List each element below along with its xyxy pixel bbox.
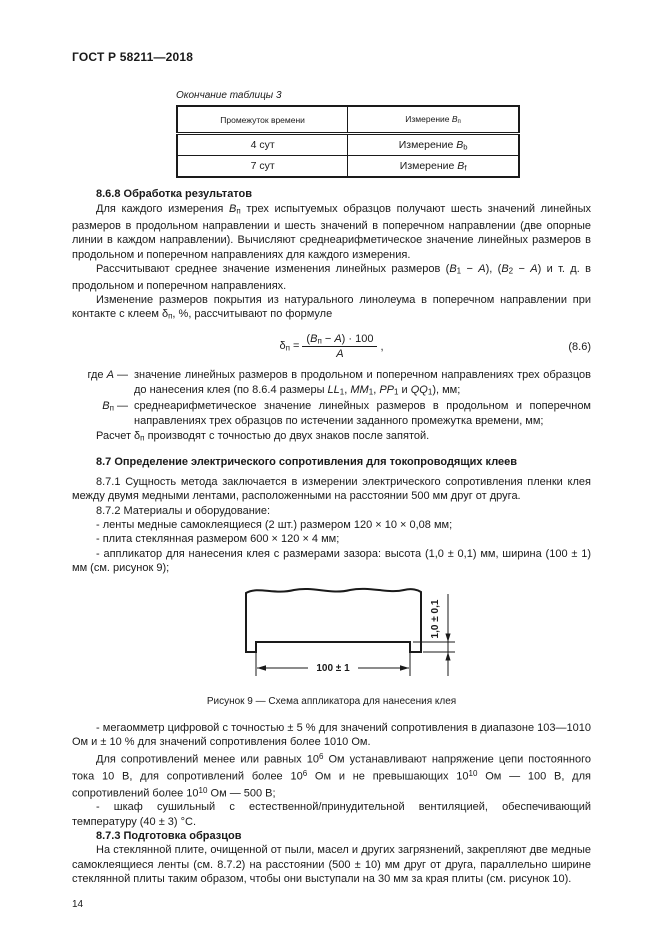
- cell-time: 4 сут: [177, 134, 348, 156]
- paragraph: Изменение размеров покрытия из натурального линолеума в поперечном направлении при контакте с клеем δп, %, рассчитывают по формуле: [72, 293, 591, 321]
- section-heading-8-7: 8.7 Определение электрического сопротивления для токопроводящих клеев: [96, 455, 518, 468]
- where-term: где A —: [87, 369, 128, 382]
- table-row: [177, 134, 519, 156]
- height-extension-lines: [413, 642, 455, 652]
- table-caption: Окончание таблицы 3: [176, 90, 282, 101]
- paragraph: Для каждого измерения Bп трех испытуемых образцов получают шесть значений линейных размеров в продольном направлении и шесть значений в поперечном направлении (две опорные линии в каждом направлении). Вычисляют среднеарифметическое значение линейных размеров в продольном и поперечном направлениях для каждого измерения.: [72, 203, 592, 261]
- arrow-right-icon: [400, 665, 409, 670]
- list-item: - ленты медные самоклеящиеся (2 шт.) размером 120 × 10 × 0,08 мм;: [96, 518, 453, 531]
- formula-comma: ,: [380, 340, 384, 353]
- figure-9: [226, 581, 591, 694]
- figure-caption: Рисунок 9 — Схема аппликатора для нанесения клея: [206, 696, 457, 708]
- arrow-down-icon: [445, 634, 450, 643]
- list-item: - мегаомметр цифровой с точностью ± 5 % для значений сопротивления в диапазоне 103—1010 Ом и ± 10 % для значений сопротивления более 1010 Ом.: [72, 722, 591, 749]
- section-heading-8-7-3: 8.7.3 Подготовка образцов: [96, 830, 242, 843]
- formula-fraction: [302, 333, 377, 360]
- equation-number: (8.6): [568, 340, 591, 353]
- formula-numerator: (Bп − A) · 100: [302, 333, 377, 347]
- cell-measurement: Измерение Bb: [348, 134, 519, 156]
- applicator-diagram: [226, 581, 476, 689]
- formula-8-6: [72, 333, 591, 360]
- paragraph: На стеклянной плите, очищенной от пыли, масел и других загрязнений, закрепляют две медные самоклеящиеся ленты (см. 8.7.2) на расстоянии (500 ± 10) мм друг от друга, параллельно ширине стеклянной плиты таким образом, чтобы они выступали на 30 мм за края плиты (см. рисунок 10).: [72, 844, 591, 885]
- section-heading-8-6-8: 8.6.8 Обработка результатов: [96, 188, 253, 200]
- results-table: [176, 105, 520, 178]
- where-definition: среднеарифметическое значение линейных размеров в продольном и поперечном направлениях трех образцов по истечении заданного промежутка времени, мм;: [134, 400, 591, 427]
- where-term: Bп —: [102, 400, 128, 413]
- height-dimension-label: 1,0 ± 0,1: [430, 599, 441, 639]
- paragraph: Рассчитывают среднее значение изменения линейных размеров (B1 − A), (B2 − A) и т. д. в продольном и поперечном направлениях.: [72, 262, 591, 292]
- column-header-time: Промежуток времени: [177, 106, 348, 134]
- formula-lhs: δп =: [279, 340, 300, 353]
- page-number: 14: [72, 899, 84, 911]
- formula-denominator: A: [336, 348, 344, 361]
- paragraph: Расчет δп производят с точностью до двух знаков после запятой.: [96, 430, 430, 443]
- table-row: [177, 156, 519, 178]
- column-header-measurement: Измерение Bп: [348, 106, 519, 134]
- arrow-up-icon: [445, 652, 450, 661]
- table-header-row: [177, 106, 519, 134]
- paragraph: 8.7.2 Материалы и оборудование:: [96, 504, 271, 517]
- page-header: ГОСТ Р 58211—2018: [72, 50, 194, 64]
- paragraph: 8.7.1 Сущность метода заключается в измерении электрического сопротивления пленки клея между двумя медными лентами, расположенными на расстоянии 500 мм друг от друга.: [72, 476, 591, 503]
- list-item: - шкаф сушильный с естественной/принудительной вентиляцией, обеспечивающий температуру (40 ± 3) °С.: [72, 801, 591, 828]
- where-clause: [72, 368, 591, 428]
- cell-time: 7 сут: [177, 156, 348, 178]
- list-item: - аппликатор для нанесения клея с размерами зазора: высота (1,0 ± 0,1) мм, ширина (100 ± 1) мм (см. рисунок 9);: [72, 547, 591, 574]
- paragraph: Для сопротивлений менее или равных $10^6$ Ом устанавливают напряжение цепи постоянного тока 10 В, для сопротивлений более $10^6$ Ом и не превышающих $10^{10}$ Ом — 100 В, для сопротивлений более $10^{10}$ Ом — 500 В;: [72, 751, 591, 800]
- where-definition: значение линейных размеров в продольном и поперечном направлениях трех образцов до нанесения клея (по 8.6.4 размеры LL1, MM1, PP1 и QQ1), мм;: [134, 369, 591, 397]
- applicator-body-outline: [246, 589, 421, 652]
- list-item: - плита стеклянная размером 600 × 120 × 4 мм;: [96, 533, 340, 546]
- arrow-left-icon: [257, 665, 266, 670]
- cell-measurement: Измерение Bf: [348, 156, 519, 178]
- width-dimension-label: 100 ± 1: [316, 663, 350, 675]
